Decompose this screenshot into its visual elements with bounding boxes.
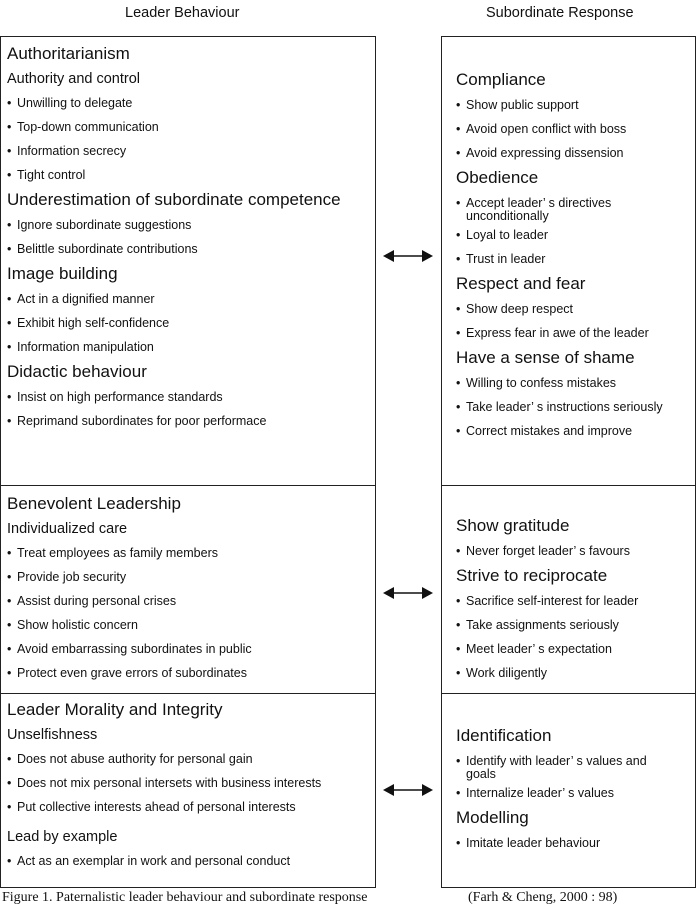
section-heading: Strive to reciprocate — [456, 566, 608, 585]
subordinate-response-group — [442, 513, 695, 685]
leader-behaviour-header: Leader Behaviour — [125, 5, 240, 21]
double-arrow-icon — [383, 248, 433, 264]
leader-behaviour-column — [0, 36, 376, 888]
list-item-continuation: goals — [466, 767, 496, 781]
list-item: • Work diligently — [456, 661, 689, 685]
list-item: • Trust in leader — [456, 247, 689, 271]
list-item: • Act as an exemplar in work and personal conduct — [7, 849, 369, 873]
double-arrow-icon — [383, 782, 433, 798]
list-item: • Information secrecy — [7, 139, 369, 163]
subordinate-response-header: Subordinate Response — [486, 5, 634, 21]
list-item: • Show public support — [456, 93, 689, 117]
subheading: Lead by example — [7, 829, 118, 845]
list-item: • Treat employees as family members — [7, 541, 369, 565]
list-item: • Protect even grave errors of subordinates — [7, 661, 369, 685]
section-heading: Compliance — [456, 70, 546, 89]
list-item: • Avoid open conflict with boss — [456, 117, 689, 141]
subordinate-response-group — [442, 67, 695, 443]
section-heading: Benevolent Leadership — [7, 494, 181, 513]
list-item: • Loyal to leader — [456, 223, 689, 247]
leader-behaviour-group — [1, 41, 375, 433]
list-item: • Exhibit high self-confidence — [7, 311, 369, 335]
leader-behaviour-group — [1, 491, 375, 685]
subheading: Authority and control — [7, 71, 140, 87]
list-item: • Ignore subordinate suggestions — [7, 213, 369, 237]
leader-behaviour-group — [1, 697, 375, 873]
list-item: • Internalize leader’ s values — [456, 781, 689, 805]
row-divider — [442, 485, 695, 486]
row-divider — [1, 693, 375, 694]
list-item: • Identify with leader’ s values and — [456, 749, 689, 773]
section-heading: Authoritarianism — [7, 44, 130, 63]
list-item: • Assist during personal crises — [7, 589, 369, 613]
row-divider — [442, 693, 695, 694]
figure-citation: (Farh & Cheng, 2000 : 98) — [468, 890, 618, 905]
list-item: • Avoid expressing dissension — [456, 141, 689, 165]
subheading: Unselfishness — [7, 727, 98, 743]
list-item: • Act in a dignified manner — [7, 287, 369, 311]
list-item: • Express fear in awe of the leader — [456, 321, 689, 345]
section-heading: Have a sense of shame — [456, 348, 635, 367]
list-item: • Does not abuse authority for personal gain — [7, 747, 369, 771]
list-item: • Insist on high performance standards — [7, 385, 369, 409]
double-arrow-icon — [383, 585, 433, 601]
list-item: • Willing to confess mistakes — [456, 371, 689, 395]
section-heading: Leader Morality and Integrity — [7, 700, 223, 719]
subheading: Individualized care — [7, 521, 128, 537]
list-item: • Take assignments seriously — [456, 613, 689, 637]
subordinate-response-column — [441, 36, 696, 888]
list-item: • Never forget leader’ s favours — [456, 539, 689, 563]
list-item: • Avoid embarrassing subordinates in public — [7, 637, 369, 661]
list-item: • Show holistic concern — [7, 613, 369, 637]
list-item: • Meet leader’ s expectation — [456, 637, 689, 661]
list-item: • Provide job security — [7, 565, 369, 589]
list-item-continuation: unconditionally — [466, 209, 549, 223]
subordinate-response-group — [442, 723, 695, 855]
list-item: • Sacrifice self-interest for leader — [456, 589, 689, 613]
section-heading: Show gratitude — [456, 516, 570, 535]
list-item: • Show deep respect — [456, 297, 689, 321]
section-heading: Didactic behaviour — [7, 362, 147, 381]
list-item: • Put collective interests ahead of personal interests — [7, 795, 369, 819]
list-item: • Reprimand subordinates for poor performace — [7, 409, 369, 433]
list-item: • Accept leader’ s directives — [456, 191, 689, 215]
list-item: • Top-down communication — [7, 115, 369, 139]
list-item: • Correct mistakes and improve — [456, 419, 689, 443]
section-heading: Identification — [456, 726, 552, 745]
section-heading: Obedience — [456, 168, 539, 187]
list-item: • Does not mix personal intersets with business interests — [7, 771, 369, 795]
list-item: • Belittle subordinate contributions — [7, 237, 369, 261]
section-heading: Image building — [7, 264, 118, 283]
list-item: • Take leader’ s instructions seriously — [456, 395, 689, 419]
list-item: • Imitate leader behaviour — [456, 831, 689, 855]
section-heading: Respect and fear — [456, 274, 586, 293]
section-heading: Underestimation of subordinate competence — [7, 190, 341, 209]
list-item: • Information manipulation — [7, 335, 369, 359]
list-item: • Unwilling to delegate — [7, 91, 369, 115]
list-item: • Tight control — [7, 163, 369, 187]
section-heading: Modelling — [456, 808, 529, 827]
figure-caption: Figure 1. Paternalistic leader behaviour and subordinate response — [2, 890, 368, 905]
row-divider — [1, 485, 375, 486]
